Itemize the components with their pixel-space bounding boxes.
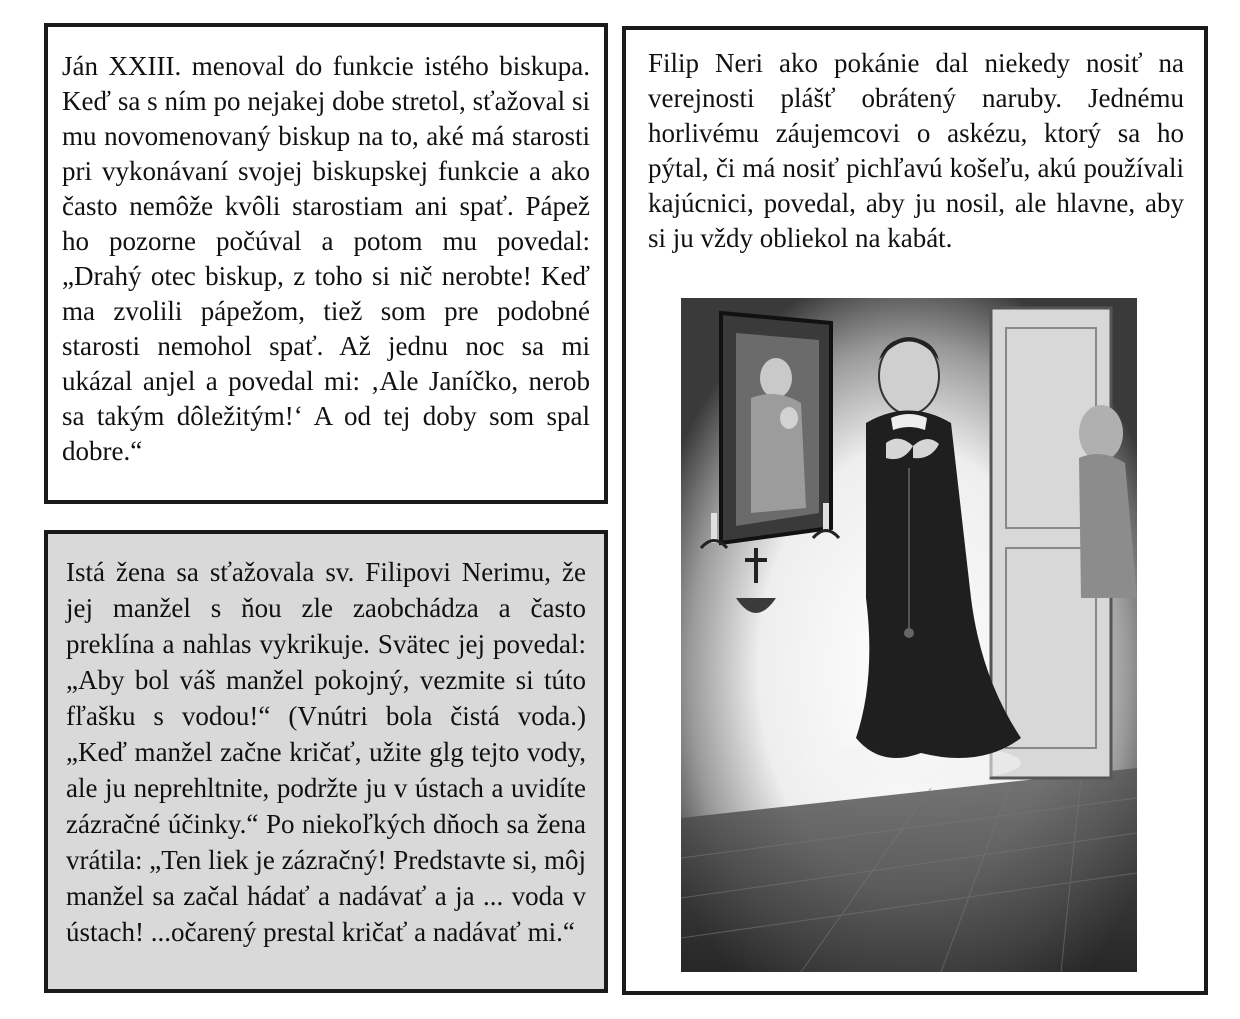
- levitating-priest-illustration: [681, 298, 1137, 972]
- story-box-zena: [44, 530, 608, 993]
- story-text-filip-neri: Filip Neri ako pokánie dal niekedy nosiť na verejnosti plášť obrátený naruby. Jednému horlivému záujemcovi o askézu, ktorý sa ho pýtal, či má nosiť pichľavú košeľu, akú používali kajúcnici, povedal, aby ju nosil, ale hlavne, aby si ju vždy obliekol na kabát.: [648, 48, 1184, 253]
- story-box-jan-xxiii: [44, 23, 608, 504]
- story-text-zena: Istá žena sa sťažovala sv. Filipovi Nerimu, že jej manžel s ňou zle zaobchádza a často preklína a nahlas vykrikuje. Svätec jej povedal: „Aby bol váš manžel pokojný, vezmite si túto fľašku s vodou!“ (Vnútri bola čistá voda.) „Keď manžel začne kričať, užite glg tejto vody, ale ju neprehltnite, podržte ju v ústach a uvidíte zázračné účinky.“ Po niekoľkých dňoch sa žena vrátila: „Ten liek je zázračný! Predstavte si, môj manžel sa začal hádať a nadávať a ja ... voda v ústach! ...očarený prestal kričať a nadávať mi.“: [66, 557, 586, 947]
- story-text-jan-xxiii: Ján XXIII. menoval do funkcie istého biskupa. Keď sa s ním po nejakej dobe stretol, sťažoval si mu novomenovaný biskup na to, aké má starosti pri vykonávaní svojej biskupskej funkcie a ako často nemôže kvôli starostiam ani spať. Pápež ho pozorne počúval a potom mu povedal: „Drahý otec biskup, z toho si nič nerobte! Keď ma zvolili pápežom, tiež som pre podobné starosti nemohol spať. Až jednu noc sa mi ukázal anjel a povedal mi: ‚Ale Janíčko, nerob sa takým dôležitým!‘ A od tej doby som spal dobre.“: [62, 51, 590, 466]
- story-box-filip-neri: [622, 26, 1208, 995]
